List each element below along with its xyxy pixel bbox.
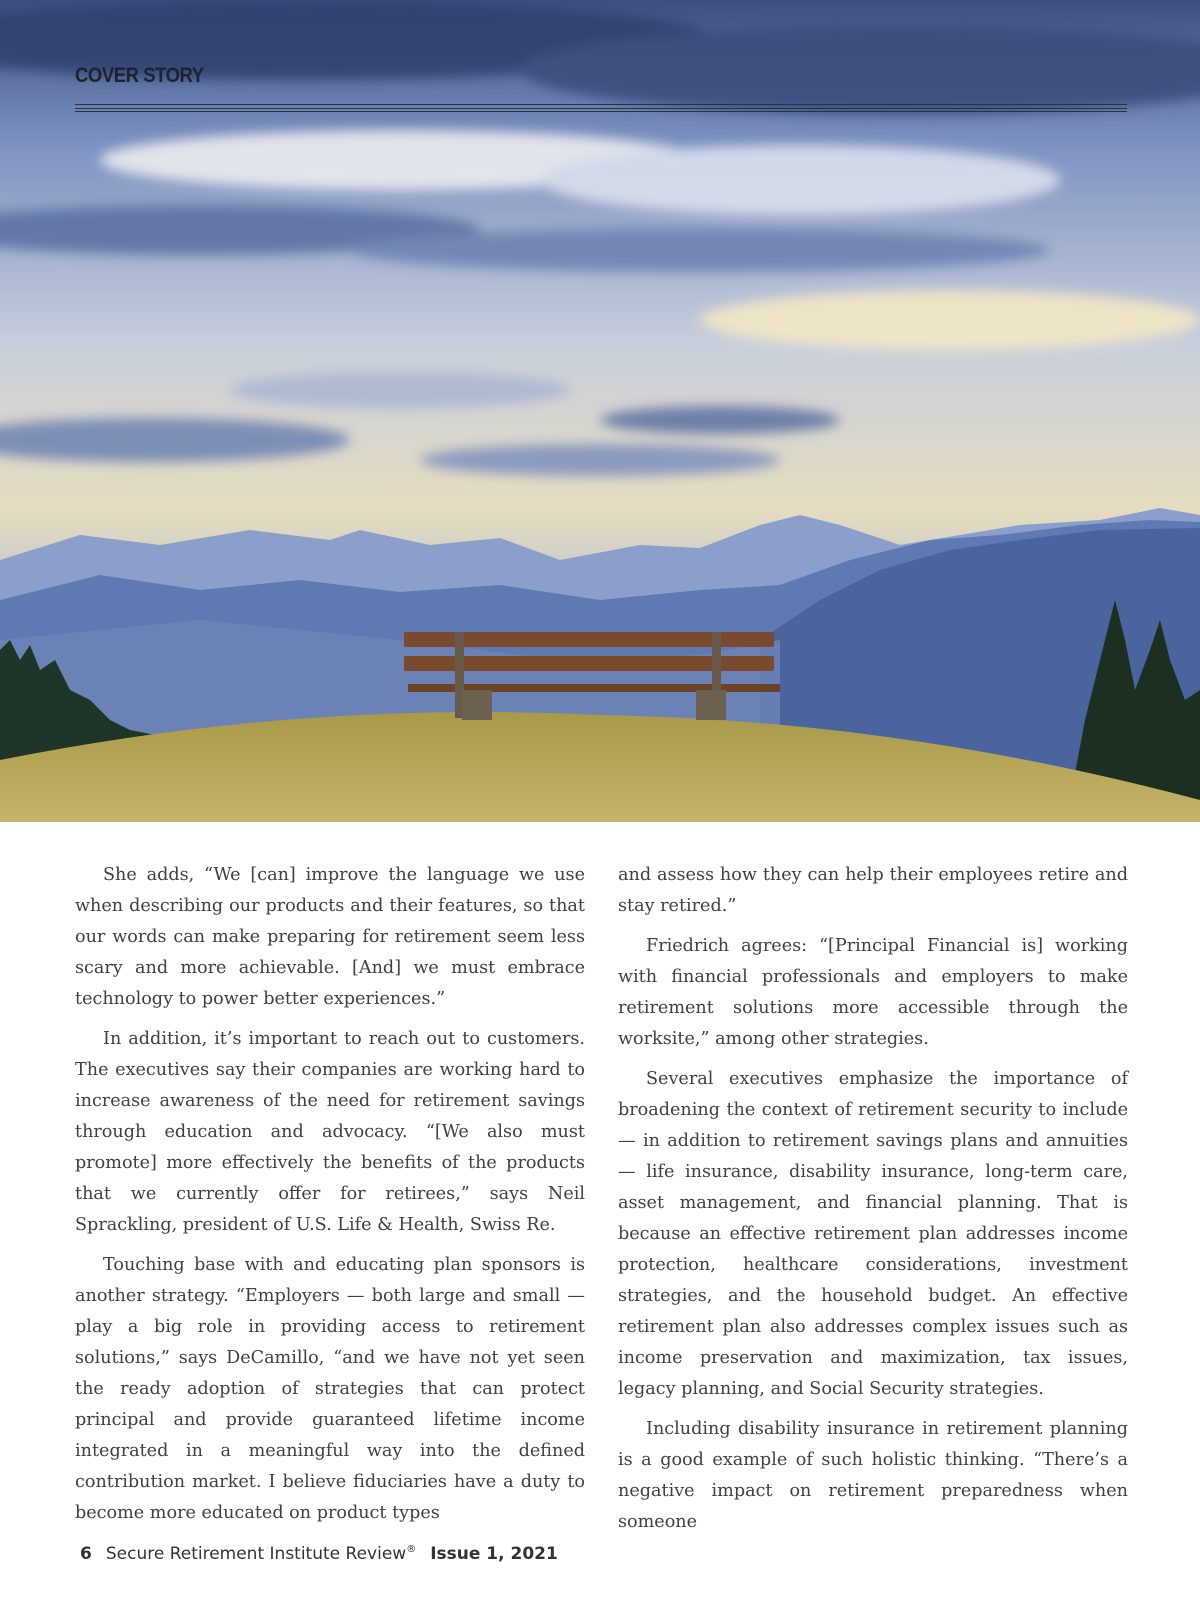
article-right-column xyxy=(618,860,1128,1547)
page-footer xyxy=(80,1544,558,1564)
article-left-column xyxy=(75,860,585,1538)
paragraph: In addition, it’s important to reach out to customers. The executives say their companies are working hard to increase awareness of the need for retirement savings through education and advocacy. “[We also must promote] more effectively the benefits of the products that we currently offer for retirees,” says Neil Sprackling, president of U.S. Life & Health, Swiss Re. xyxy=(75,1029,585,1235)
section-label: COVER STORY xyxy=(75,64,204,87)
page-number: 6 xyxy=(80,1544,92,1564)
header-rule xyxy=(75,104,1127,105)
issue-label: Issue 1, 2021 xyxy=(430,1544,558,1564)
paragraph: and assess how they can help their employees retire and stay retired.” xyxy=(618,865,1128,916)
publication-name: Secure Retirement Institute Review xyxy=(105,1544,407,1564)
paragraph: Touching base with and educating plan sponsors is another strategy. “Employers — both large and small — play a big role in providing access to retirement solutions,” says DeCamillo, “and we have not yet seen the ready adoption of strategies that can protect principal and provide guaranteed lifetime income integrated in a meaningful way into the defined contribution market. I believe fiduciaries have a duty to become more educated on product types xyxy=(75,1255,585,1523)
header-rule xyxy=(75,108,1127,109)
paragraph: Friedrich agrees: “[Principal Financial is] working with financial professionals and employers to make retirement solutions more accessible through the worksite,” among other strategies. xyxy=(618,936,1128,1049)
header-rule xyxy=(75,111,1127,112)
paragraph: She adds, “We [can] improve the language we use when describing our products and their features, so that our words can make preparing for retirement seem less scary and more achievable. [And] we must embrace technology to power better experiences.” xyxy=(75,865,585,1009)
registered-mark: ® xyxy=(406,1544,417,1556)
paragraph: Including disability insurance in retirement planning is a good example of such holistic thinking. “There’s a negative impact on retirement preparedness when someone xyxy=(618,1419,1128,1532)
paragraph: Several executives emphasize the importance of broadening the context of retirement security to include — in addition to retirement savings plans and annuities — life insurance, disability insurance, long-term care, asset management, and financial planning. That is because an effective retirement plan addresses income protection, healthcare considerations, investment strategies, and the household budget. An effective retirement plan also addresses complex issues such as income preservation and maximization, tax issues, legacy planning, and Social Security strategies. xyxy=(618,1069,1128,1399)
